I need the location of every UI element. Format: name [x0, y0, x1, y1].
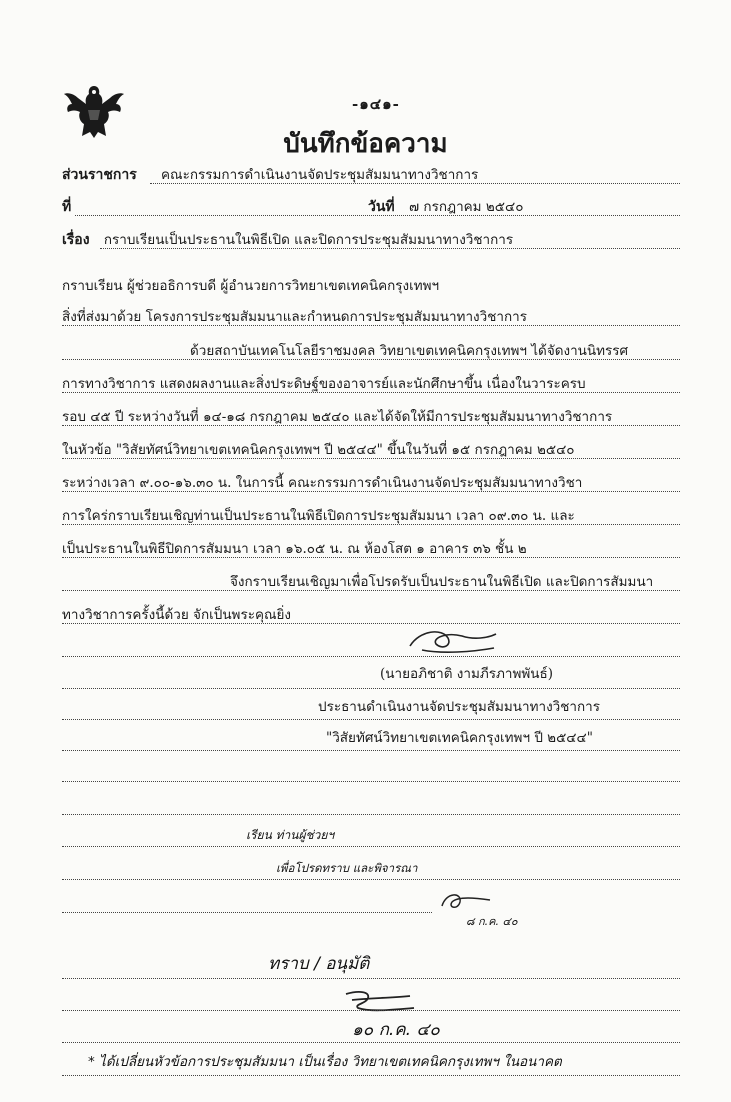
reference-label: ที่	[62, 199, 72, 215]
rule	[62, 912, 432, 913]
rule	[62, 656, 680, 657]
paragraph-line: เป็นประธานในพิธีปิดการสัมมนา เวลา ๑๖.๐๕ น. ณ ห้องโสต ๑ อาคาร ๓๖ ชั้น ๒	[62, 541, 527, 557]
enclosure: สิ่งที่ส่งมาด้วย โครงการประชุมสัมมนาและกำหนดการประชุมสัมมนาทางวิชาการ	[62, 309, 527, 325]
department-value: คณะกรรมการดำเนินงานจัดประชุมสัมมนาทางวิชาการ	[161, 167, 479, 183]
paragraph-line: จึงกราบเรียนเชิญมาเพื่อโปรดรับเป็นประธานในพิธีเปิด และปิดการสัมมนา	[230, 574, 654, 590]
rule	[62, 392, 680, 393]
subject-line	[62, 231, 513, 249]
rule	[62, 781, 680, 782]
rule	[62, 590, 680, 591]
department-label: ส่วนราชการ	[62, 167, 137, 183]
rule	[62, 1075, 680, 1076]
rule	[62, 325, 680, 326]
rule	[62, 1042, 680, 1043]
rule	[62, 425, 680, 426]
rule	[62, 846, 680, 847]
handwritten-date-1: ๘ ก.ค. ๔๐	[466, 915, 518, 928]
rule	[62, 359, 680, 360]
rule	[62, 557, 680, 558]
signatory-position: ประธานดำเนินงานจัดประชุมสัมมนาทางวิชาการ	[318, 699, 600, 715]
rule	[62, 458, 680, 459]
reference-line	[62, 198, 71, 216]
signatory-name: (นายอภิชาติ งามภีรภาพพันธ์)	[380, 666, 554, 682]
handwritten-date-2: ๑๐ ก.ค. ๔๐	[352, 1020, 440, 1040]
handwritten-footnote: * ได้เปลี่ยนหัวข้อการประชุมสัมมนา เป็นเรื่อง วิทยาเขตเทคนิคกรุงเทพฯ ในอนาคต	[88, 1054, 562, 1070]
rule	[62, 524, 680, 525]
addressee: กราบเรียน ผู้ช่วยอธิการบดี ผู้อำนวยการวิทยาเขตเทคนิคกรุงเทพฯ	[62, 278, 440, 294]
paragraph-line: รอบ ๔๕ ปี ระหว่างวันที่ ๑๔-๑๘ กรกฎาคม ๒๕๔๐ และได้จัดให้มีการประชุมสัมมนาทางวิชาการ	[62, 409, 613, 425]
rule	[75, 215, 680, 216]
memo-title: บันทึกข้อความ	[283, 129, 448, 159]
project-title: "วิสัยทัศน์วิทยาเขตเทคนิคกรุงเทพฯ ปี ๒๕๔๔"	[326, 730, 593, 746]
rule	[62, 978, 680, 979]
page-number: -๑๔๑-	[352, 95, 400, 113]
signature-scribble	[402, 624, 502, 658]
rule	[62, 491, 680, 492]
date-line	[368, 198, 523, 216]
paragraph-line: การทางวิชาการ แสดงผลงานและสิ่งประดิษฐ์ของอาจารย์และนักศึกษาขึ้น เนื่องในวาระครบ	[62, 376, 586, 392]
paragraph-line: ทางวิชาการครั้งนี้ด้วย จักเป็นพระคุณยิ่ง	[62, 607, 292, 623]
paragraph-line: ระหว่างเวลา ๙.๐๐-๑๖.๓๐ น. ในการนี้ คณะกรรมการดำเนินงานจัดประชุมสัมมนาทางวิชา	[62, 475, 583, 491]
rule	[62, 879, 680, 880]
rule	[62, 750, 680, 751]
subject-label: เรื่อง	[62, 232, 90, 248]
subject-value: กราบเรียนเป็นประธานในพิธีเปิด และปิดการประชุมสัมมนาทางวิชาการ	[103, 232, 514, 248]
rule	[62, 719, 680, 720]
paragraph-line: การใคร่กราบเรียนเชิญท่านเป็นประธานในพิธีเปิดการประชุมสัมมนา เวลา ๐๙.๓๐ น. และ	[62, 508, 575, 524]
paragraph-line: ในหัวข้อ "วิสัยทัศน์วิทยาเขตเทคนิคกรุงเทพฯ ปี ๒๕๔๔" ขึ้นในวันที่ ๑๕ กรกฎาคม ๒๕๔๐	[62, 442, 575, 458]
date-value: ๗ กรกฎาคม ๒๕๔๐	[408, 199, 524, 215]
handwritten-note-2: เพื่อโปรดทราบ และพิจารณา	[276, 861, 418, 875]
rule	[62, 688, 680, 689]
rule	[62, 814, 680, 815]
rule	[150, 183, 680, 184]
approver-signature-scribble	[340, 986, 420, 1016]
handwritten-note-1: เรียน ท่านผู้ช่วยฯ	[246, 828, 335, 842]
handwritten-approval: ทราบ / อนุมัติ	[268, 954, 370, 974]
paragraph-line: ด้วยสถาบันเทคโนโลยีราชมงคล วิทยาเขตเทคนิคกรุงเทพฯ ได้จัดงานนิทรรศ	[190, 343, 629, 359]
date-label: วันที่	[368, 199, 395, 215]
rule	[62, 1010, 680, 1011]
department-line	[62, 166, 478, 184]
rule	[62, 623, 680, 624]
rule	[100, 248, 680, 249]
